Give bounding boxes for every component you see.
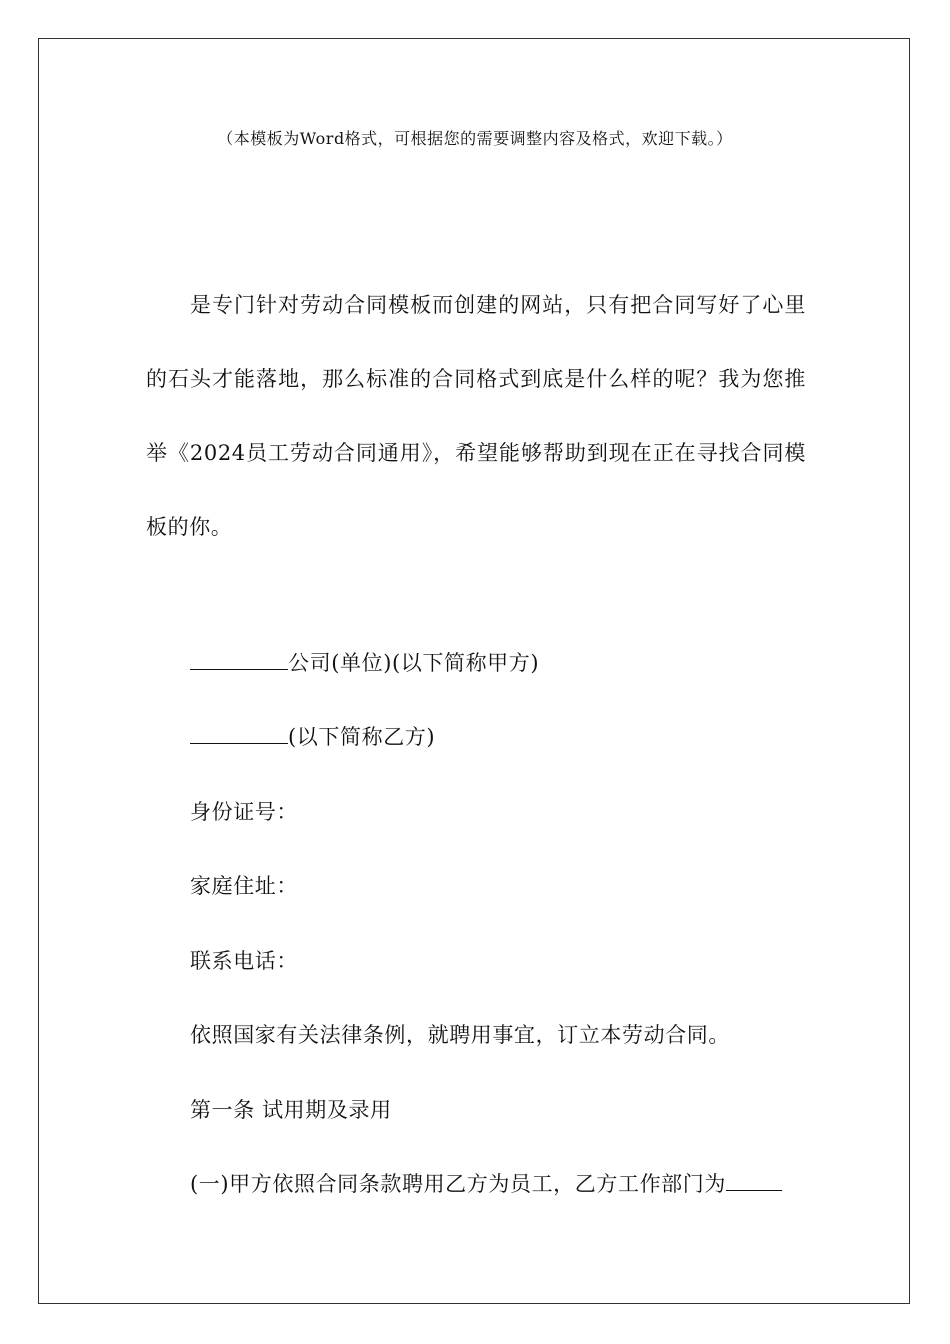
id-number-label: 身份证号： <box>190 800 298 824</box>
department-blank[interactable] <box>726 1170 782 1191</box>
party-b-blank[interactable] <box>190 723 288 744</box>
party-a-blank[interactable] <box>190 649 288 670</box>
article-1-clause-1 <box>190 1169 782 1199</box>
party-a-label: 公司(单位)(以下简称甲方) <box>288 651 540 675</box>
contract-basis: 依照国家有关法律条例，就聘用事宜，订立本劳动合同。 <box>190 1023 730 1047</box>
party-b-label: (以下简称乙方) <box>288 725 436 749</box>
article-1-heading: 第一条 试用期及录用 <box>190 1098 392 1122</box>
phone-label: 联系电话： <box>190 949 298 973</box>
party-a-line <box>190 648 539 678</box>
article-1-clause-1-text: (一)甲方依照合同条款聘用乙方为员工，乙方工作部门为 <box>190 1172 726 1196</box>
party-b-line <box>190 722 435 752</box>
template-notice: （本模板为Word格式，可根据您的需要调整内容及格式，欢迎下载。） <box>217 129 733 148</box>
home-address-label: 家庭住址： <box>190 874 298 898</box>
intro-paragraph: 是专门针对劳动合同模板而创建的网站，只有把合同写好了心里的石头才能落地，那么标准的合同格式到底是什么样的呢？我为您推举《2024员工劳动合同通用》，希望能够帮助到现在正在寻找合同模板的你。 <box>146 293 806 539</box>
